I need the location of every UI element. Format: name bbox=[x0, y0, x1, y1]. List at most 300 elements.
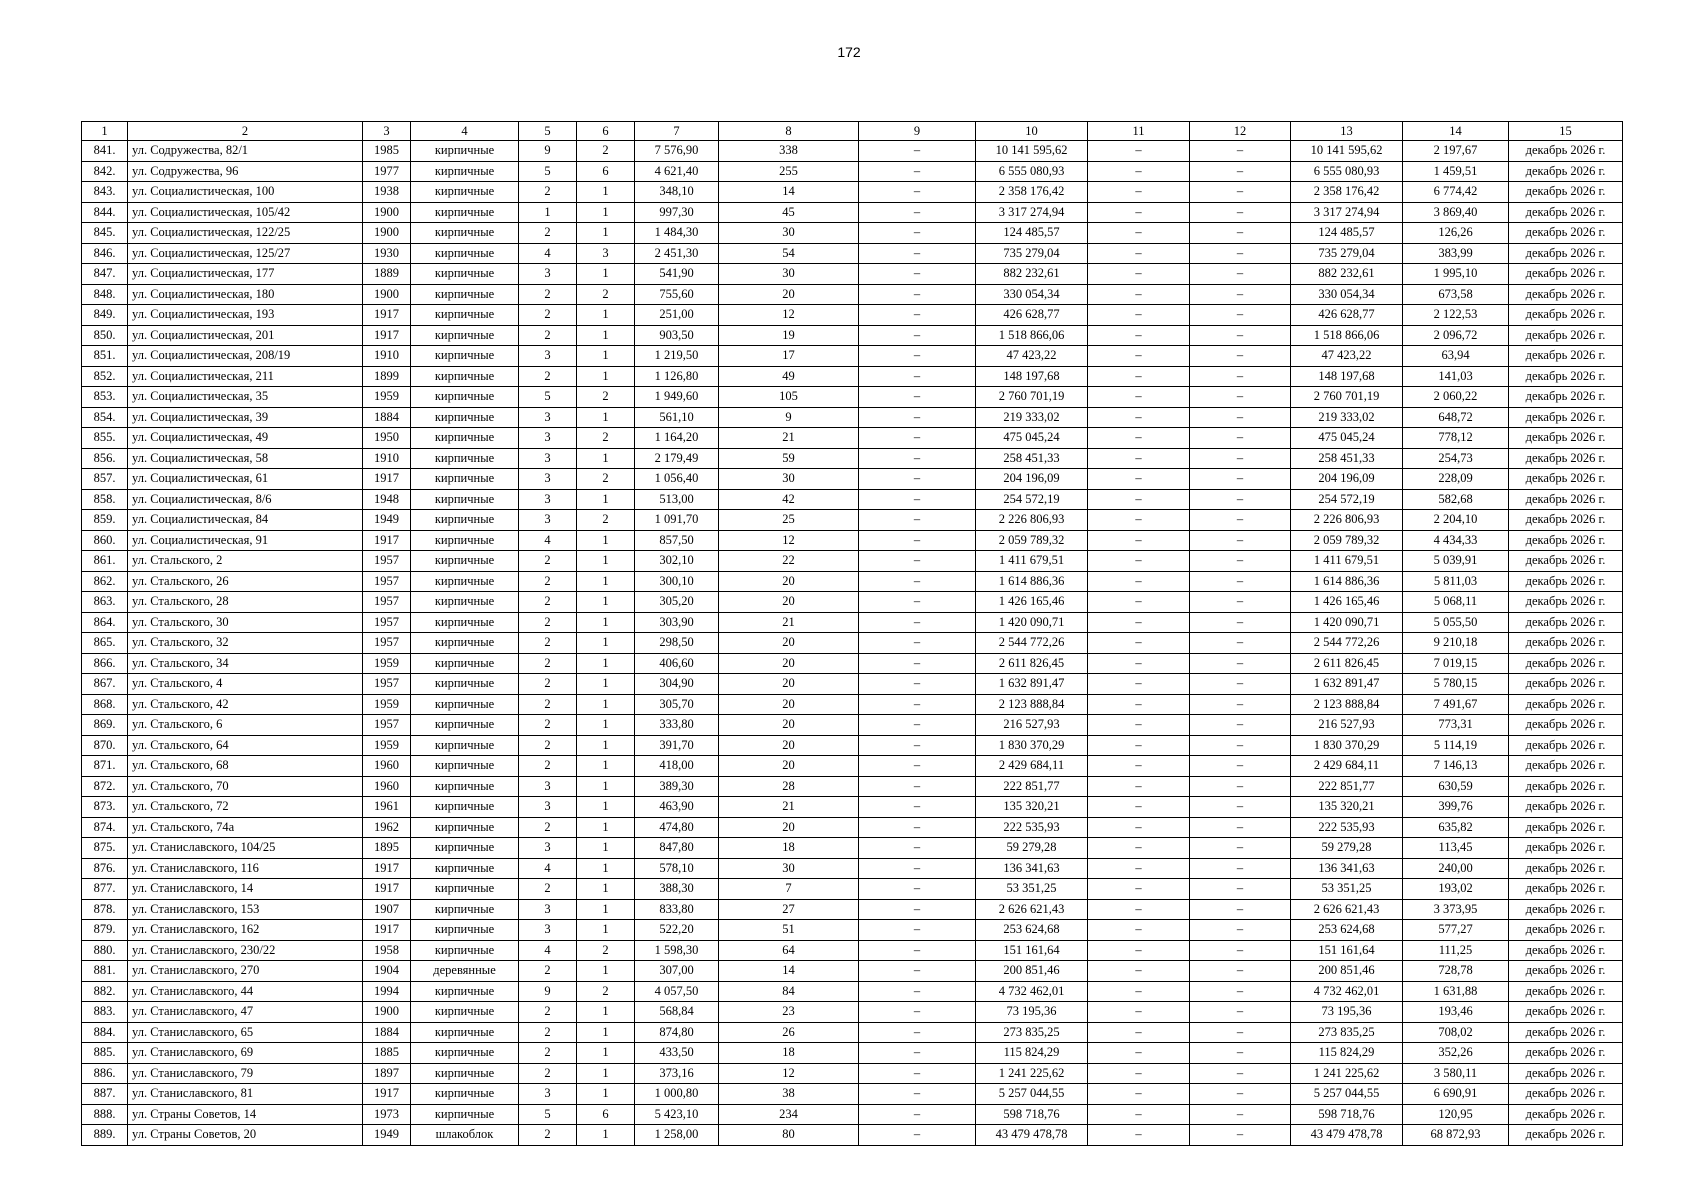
cell-cost-13: 73 195,36 bbox=[1291, 1002, 1403, 1023]
cell-row-number: 854. bbox=[82, 407, 128, 428]
cell-build-year: 1958 bbox=[363, 940, 411, 961]
cell-floors: 3 bbox=[519, 264, 577, 285]
cell-total-cost: 2 358 176,42 bbox=[976, 182, 1088, 203]
cell-row-number: 841. bbox=[82, 141, 128, 162]
cell-deadline: декабрь 2026 г. bbox=[1509, 428, 1623, 449]
cell-residents: 59 bbox=[719, 448, 859, 469]
cell-deadline: декабрь 2026 г. bbox=[1509, 940, 1623, 961]
table-row bbox=[82, 981, 1623, 1002]
cell-address: ул. Страны Советов, 14 bbox=[128, 1104, 363, 1125]
cell-entrances: 1 bbox=[577, 592, 635, 613]
cell-wall-material: кирпичные bbox=[411, 776, 519, 797]
cell-deadline: декабрь 2026 г. bbox=[1509, 592, 1623, 613]
cell-floors: 9 bbox=[519, 981, 577, 1002]
cell-area: 4 057,50 bbox=[635, 981, 719, 1002]
cell-residents: 22 bbox=[719, 551, 859, 572]
cell-deadline: декабрь 2026 г. bbox=[1509, 838, 1623, 859]
cell-residents: 9 bbox=[719, 407, 859, 428]
table-row bbox=[82, 346, 1623, 367]
cell-build-year: 1957 bbox=[363, 633, 411, 654]
cell-entrances: 3 bbox=[577, 243, 635, 264]
cell-col-12: – bbox=[1190, 1002, 1291, 1023]
cell-deadline: декабрь 2026 г. bbox=[1509, 694, 1623, 715]
cell-col-12: – bbox=[1190, 1125, 1291, 1146]
cell-floors: 2 bbox=[519, 223, 577, 244]
cell-cost-13: 273 835,25 bbox=[1291, 1022, 1403, 1043]
cell-col-11: – bbox=[1088, 571, 1190, 592]
cell-total-cost: 2 544 772,26 bbox=[976, 633, 1088, 654]
cell-col-11: – bbox=[1088, 141, 1190, 162]
column-header-9: 9 bbox=[859, 122, 976, 141]
cell-area: 304,90 bbox=[635, 674, 719, 695]
cell-entrances: 1 bbox=[577, 653, 635, 674]
cell-row-number: 885. bbox=[82, 1043, 128, 1064]
cell-build-year: 1917 bbox=[363, 325, 411, 346]
cell-cost-per-unit: 6 774,42 bbox=[1403, 182, 1509, 203]
cell-total-cost: 273 835,25 bbox=[976, 1022, 1088, 1043]
cell-build-year: 1961 bbox=[363, 797, 411, 818]
cell-entrances: 1 bbox=[577, 1022, 635, 1043]
cell-floors: 4 bbox=[519, 858, 577, 879]
cell-area: 433,50 bbox=[635, 1043, 719, 1064]
cell-col-11: – bbox=[1088, 428, 1190, 449]
cell-address: ул. Станиславского, 116 bbox=[128, 858, 363, 879]
cell-address: ул. Социалистическая, 58 bbox=[128, 448, 363, 469]
cell-col-12: – bbox=[1190, 612, 1291, 633]
cell-wall-material: кирпичные bbox=[411, 940, 519, 961]
cell-floors: 2 bbox=[519, 551, 577, 572]
cell-total-cost: 115 824,29 bbox=[976, 1043, 1088, 1064]
cell-cost-13: 258 451,33 bbox=[1291, 448, 1403, 469]
cell-residents: 12 bbox=[719, 530, 859, 551]
cell-address: ул. Станиславского, 44 bbox=[128, 981, 363, 1002]
cell-floors: 3 bbox=[519, 489, 577, 510]
cell-total-cost: 2 059 789,32 bbox=[976, 530, 1088, 551]
cell-col-11: – bbox=[1088, 1043, 1190, 1064]
cell-address: ул. Стальского, 2 bbox=[128, 551, 363, 572]
cell-cost-13: 222 535,93 bbox=[1291, 817, 1403, 838]
table-row bbox=[82, 161, 1623, 182]
cell-wall-material: кирпичные bbox=[411, 920, 519, 941]
cell-entrances: 2 bbox=[577, 981, 635, 1002]
cell-col-12: – bbox=[1190, 858, 1291, 879]
cell-area: 833,80 bbox=[635, 899, 719, 920]
cell-address: ул. Социалистическая, 177 bbox=[128, 264, 363, 285]
cell-wall-material: кирпичные bbox=[411, 325, 519, 346]
cell-cost-per-unit: 254,73 bbox=[1403, 448, 1509, 469]
cell-address: ул. Стальского, 4 bbox=[128, 674, 363, 695]
cell-col-12: – bbox=[1190, 469, 1291, 490]
cell-total-cost: 222 851,77 bbox=[976, 776, 1088, 797]
cell-area: 305,20 bbox=[635, 592, 719, 613]
cell-entrances: 1 bbox=[577, 551, 635, 572]
cell-col-11: – bbox=[1088, 489, 1190, 510]
cell-build-year: 1917 bbox=[363, 879, 411, 900]
cell-col-12: – bbox=[1190, 981, 1291, 1002]
cell-row-number: 875. bbox=[82, 838, 128, 859]
cell-row-number: 844. bbox=[82, 202, 128, 223]
cell-row-number: 864. bbox=[82, 612, 128, 633]
column-header-12: 12 bbox=[1190, 122, 1291, 141]
cell-entrances: 1 bbox=[577, 1063, 635, 1084]
cell-address: ул. Стальского, 30 bbox=[128, 612, 363, 633]
cell-build-year: 1950 bbox=[363, 428, 411, 449]
cell-build-year: 1884 bbox=[363, 1022, 411, 1043]
cell-total-cost: 124 485,57 bbox=[976, 223, 1088, 244]
table-row bbox=[82, 756, 1623, 777]
cell-floors: 3 bbox=[519, 838, 577, 859]
cell-col-9: – bbox=[859, 489, 976, 510]
cell-floors: 2 bbox=[519, 961, 577, 982]
cell-wall-material: кирпичные bbox=[411, 223, 519, 244]
cell-col-12: – bbox=[1190, 530, 1291, 551]
cell-wall-material: кирпичные bbox=[411, 407, 519, 428]
cell-cost-13: 6 555 080,93 bbox=[1291, 161, 1403, 182]
cell-wall-material: кирпичные bbox=[411, 838, 519, 859]
cell-cost-per-unit: 778,12 bbox=[1403, 428, 1509, 449]
cell-cost-13: 59 279,28 bbox=[1291, 838, 1403, 859]
cell-cost-per-unit: 193,02 bbox=[1403, 879, 1509, 900]
cell-col-9: – bbox=[859, 469, 976, 490]
cell-cost-per-unit: 3 580,11 bbox=[1403, 1063, 1509, 1084]
cell-area: 1 091,70 bbox=[635, 510, 719, 531]
cell-address: ул. Стальского, 74а bbox=[128, 817, 363, 838]
cell-col-11: – bbox=[1088, 202, 1190, 223]
cell-build-year: 1994 bbox=[363, 981, 411, 1002]
cell-residents: 7 bbox=[719, 879, 859, 900]
column-header-11: 11 bbox=[1088, 122, 1190, 141]
cell-entrances: 2 bbox=[577, 284, 635, 305]
cell-deadline: декабрь 2026 г. bbox=[1509, 961, 1623, 982]
cell-col-11: – bbox=[1088, 264, 1190, 285]
table-row bbox=[82, 715, 1623, 736]
cell-floors: 3 bbox=[519, 346, 577, 367]
cell-cost-per-unit: 120,95 bbox=[1403, 1104, 1509, 1125]
cell-address: ул. Стальского, 42 bbox=[128, 694, 363, 715]
cell-cost-13: 330 054,34 bbox=[1291, 284, 1403, 305]
cell-floors: 2 bbox=[519, 366, 577, 387]
cell-cost-per-unit: 728,78 bbox=[1403, 961, 1509, 982]
cell-entrances: 6 bbox=[577, 1104, 635, 1125]
cell-area: 1 484,30 bbox=[635, 223, 719, 244]
cell-residents: 26 bbox=[719, 1022, 859, 1043]
cell-row-number: 842. bbox=[82, 161, 128, 182]
cell-total-cost: 1 426 165,46 bbox=[976, 592, 1088, 613]
table-row bbox=[82, 1063, 1623, 1084]
table-row bbox=[82, 366, 1623, 387]
cell-total-cost: 254 572,19 bbox=[976, 489, 1088, 510]
cell-deadline: декабрь 2026 г. bbox=[1509, 223, 1623, 244]
cell-col-11: – bbox=[1088, 1125, 1190, 1146]
cell-cost-13: 735 279,04 bbox=[1291, 243, 1403, 264]
cell-cost-13: 1 614 886,36 bbox=[1291, 571, 1403, 592]
cell-area: 1 598,30 bbox=[635, 940, 719, 961]
cell-deadline: декабрь 2026 г. bbox=[1509, 489, 1623, 510]
cell-row-number: 843. bbox=[82, 182, 128, 203]
cell-cost-per-unit: 577,27 bbox=[1403, 920, 1509, 941]
cell-total-cost: 2 226 806,93 bbox=[976, 510, 1088, 531]
cell-residents: 30 bbox=[719, 858, 859, 879]
cell-row-number: 855. bbox=[82, 428, 128, 449]
cell-residents: 38 bbox=[719, 1084, 859, 1105]
cell-residents: 45 bbox=[719, 202, 859, 223]
cell-residents: 80 bbox=[719, 1125, 859, 1146]
cell-wall-material: кирпичные bbox=[411, 510, 519, 531]
cell-row-number: 863. bbox=[82, 592, 128, 613]
cell-address: ул. Стальского, 68 bbox=[128, 756, 363, 777]
cell-wall-material: кирпичные bbox=[411, 530, 519, 551]
cell-residents: 49 bbox=[719, 366, 859, 387]
cell-residents: 28 bbox=[719, 776, 859, 797]
cell-area: 463,90 bbox=[635, 797, 719, 818]
cell-col-12: – bbox=[1190, 366, 1291, 387]
cell-address: ул. Социалистическая, 8/6 bbox=[128, 489, 363, 510]
cell-deadline: декабрь 2026 г. bbox=[1509, 141, 1623, 162]
cell-cost-13: 2 123 888,84 bbox=[1291, 694, 1403, 715]
cell-cost-13: 219 333,02 bbox=[1291, 407, 1403, 428]
cell-cost-13: 598 718,76 bbox=[1291, 1104, 1403, 1125]
cell-cost-13: 200 851,46 bbox=[1291, 961, 1403, 982]
cell-cost-13: 10 141 595,62 bbox=[1291, 141, 1403, 162]
cell-col-12: – bbox=[1190, 325, 1291, 346]
cell-residents: 20 bbox=[719, 674, 859, 695]
cell-wall-material: кирпичные bbox=[411, 1002, 519, 1023]
cell-deadline: декабрь 2026 г. bbox=[1509, 1125, 1623, 1146]
cell-deadline: декабрь 2026 г. bbox=[1509, 366, 1623, 387]
cell-col-9: – bbox=[859, 1104, 976, 1125]
cell-entrances: 1 bbox=[577, 899, 635, 920]
cell-col-11: – bbox=[1088, 510, 1190, 531]
cell-total-cost: 1 614 886,36 bbox=[976, 571, 1088, 592]
cell-total-cost: 216 527,93 bbox=[976, 715, 1088, 736]
cell-entrances: 1 bbox=[577, 633, 635, 654]
cell-residents: 20 bbox=[719, 756, 859, 777]
cell-col-9: – bbox=[859, 182, 976, 203]
cell-area: 251,00 bbox=[635, 305, 719, 326]
cell-deadline: декабрь 2026 г. bbox=[1509, 797, 1623, 818]
cell-entrances: 1 bbox=[577, 305, 635, 326]
cell-cost-per-unit: 673,58 bbox=[1403, 284, 1509, 305]
cell-cost-per-unit: 383,99 bbox=[1403, 243, 1509, 264]
cell-build-year: 1917 bbox=[363, 920, 411, 941]
cell-area: 1 949,60 bbox=[635, 387, 719, 408]
cell-cost-per-unit: 193,46 bbox=[1403, 1002, 1509, 1023]
column-header-2: 2 bbox=[128, 122, 363, 141]
cell-residents: 20 bbox=[719, 592, 859, 613]
cell-floors: 3 bbox=[519, 407, 577, 428]
cell-row-number: 853. bbox=[82, 387, 128, 408]
cell-cost-13: 216 527,93 bbox=[1291, 715, 1403, 736]
cell-wall-material: кирпичные bbox=[411, 551, 519, 572]
cell-wall-material: кирпичные bbox=[411, 202, 519, 223]
cell-residents: 20 bbox=[719, 735, 859, 756]
cell-residents: 30 bbox=[719, 223, 859, 244]
cell-address: ул. Социалистическая, 208/19 bbox=[128, 346, 363, 367]
cell-total-cost: 222 535,93 bbox=[976, 817, 1088, 838]
cell-cost-13: 222 851,77 bbox=[1291, 776, 1403, 797]
cell-area: 1 126,80 bbox=[635, 366, 719, 387]
cell-wall-material: кирпичные bbox=[411, 1104, 519, 1125]
cell-col-9: – bbox=[859, 223, 976, 244]
cell-col-12: – bbox=[1190, 141, 1291, 162]
cell-address: ул. Станиславского, 79 bbox=[128, 1063, 363, 1084]
cell-residents: 338 bbox=[719, 141, 859, 162]
cell-cost-per-unit: 3 869,40 bbox=[1403, 202, 1509, 223]
cell-deadline: декабрь 2026 г. bbox=[1509, 510, 1623, 531]
cell-cost-13: 2 226 806,93 bbox=[1291, 510, 1403, 531]
cell-col-12: – bbox=[1190, 223, 1291, 244]
cell-wall-material: деревянные bbox=[411, 961, 519, 982]
cell-entrances: 1 bbox=[577, 920, 635, 941]
cell-address: ул. Стальского, 32 bbox=[128, 633, 363, 654]
cell-cost-13: 5 257 044,55 bbox=[1291, 1084, 1403, 1105]
cell-wall-material: кирпичные bbox=[411, 264, 519, 285]
cell-floors: 2 bbox=[519, 674, 577, 695]
cell-total-cost: 148 197,68 bbox=[976, 366, 1088, 387]
cell-col-9: – bbox=[859, 387, 976, 408]
cell-floors: 2 bbox=[519, 182, 577, 203]
cell-wall-material: кирпичные bbox=[411, 489, 519, 510]
cell-col-9: – bbox=[859, 161, 976, 182]
cell-col-11: – bbox=[1088, 1022, 1190, 1043]
cell-col-12: – bbox=[1190, 756, 1291, 777]
cell-deadline: декабрь 2026 г. bbox=[1509, 879, 1623, 900]
cell-col-11: – bbox=[1088, 284, 1190, 305]
cell-total-cost: 735 279,04 bbox=[976, 243, 1088, 264]
table-row bbox=[82, 858, 1623, 879]
table-row bbox=[82, 571, 1623, 592]
cell-row-number: 849. bbox=[82, 305, 128, 326]
cell-total-cost: 2 760 701,19 bbox=[976, 387, 1088, 408]
cell-cost-per-unit: 648,72 bbox=[1403, 407, 1509, 428]
cell-cost-per-unit: 5 780,15 bbox=[1403, 674, 1509, 695]
cell-cost-per-unit: 630,59 bbox=[1403, 776, 1509, 797]
cell-col-11: – bbox=[1088, 653, 1190, 674]
cell-col-12: – bbox=[1190, 1022, 1291, 1043]
cell-col-12: – bbox=[1190, 674, 1291, 695]
cell-col-9: – bbox=[859, 366, 976, 387]
cell-residents: 20 bbox=[719, 817, 859, 838]
cell-address: ул. Содружества, 82/1 bbox=[128, 141, 363, 162]
cell-entrances: 1 bbox=[577, 735, 635, 756]
cell-floors: 4 bbox=[519, 940, 577, 961]
cell-col-11: – bbox=[1088, 899, 1190, 920]
cell-build-year: 1959 bbox=[363, 387, 411, 408]
cell-cost-per-unit: 5 055,50 bbox=[1403, 612, 1509, 633]
cell-col-11: – bbox=[1088, 838, 1190, 859]
cell-cost-per-unit: 582,68 bbox=[1403, 489, 1509, 510]
cell-col-11: – bbox=[1088, 1084, 1190, 1105]
cell-total-cost: 2 611 826,45 bbox=[976, 653, 1088, 674]
cell-area: 348,10 bbox=[635, 182, 719, 203]
table-row bbox=[82, 735, 1623, 756]
cell-entrances: 1 bbox=[577, 1084, 635, 1105]
cell-residents: 20 bbox=[719, 694, 859, 715]
cell-build-year: 1960 bbox=[363, 756, 411, 777]
cell-area: 755,60 bbox=[635, 284, 719, 305]
cell-deadline: декабрь 2026 г. bbox=[1509, 817, 1623, 838]
cell-deadline: декабрь 2026 г. bbox=[1509, 448, 1623, 469]
table-row bbox=[82, 940, 1623, 961]
cell-col-9: – bbox=[859, 961, 976, 982]
cell-row-number: 877. bbox=[82, 879, 128, 900]
cell-cost-per-unit: 141,03 bbox=[1403, 366, 1509, 387]
cell-col-11: – bbox=[1088, 243, 1190, 264]
column-header-1: 1 bbox=[82, 122, 128, 141]
cell-area: 903,50 bbox=[635, 325, 719, 346]
header-row bbox=[82, 122, 1623, 141]
cell-floors: 2 bbox=[519, 1125, 577, 1146]
cell-entrances: 6 bbox=[577, 161, 635, 182]
cell-row-number: 882. bbox=[82, 981, 128, 1002]
cell-residents: 21 bbox=[719, 612, 859, 633]
cell-cost-13: 148 197,68 bbox=[1291, 366, 1403, 387]
cell-col-11: – bbox=[1088, 612, 1190, 633]
cell-address: ул. Станиславского, 162 bbox=[128, 920, 363, 941]
cell-col-11: – bbox=[1088, 961, 1190, 982]
cell-col-12: – bbox=[1190, 243, 1291, 264]
cell-floors: 3 bbox=[519, 776, 577, 797]
cell-entrances: 1 bbox=[577, 366, 635, 387]
cell-col-11: – bbox=[1088, 1063, 1190, 1084]
cell-deadline: декабрь 2026 г. bbox=[1509, 1104, 1623, 1125]
cell-deadline: декабрь 2026 г. bbox=[1509, 776, 1623, 797]
cell-address: ул. Социалистическая, 180 bbox=[128, 284, 363, 305]
cell-total-cost: 53 351,25 bbox=[976, 879, 1088, 900]
cell-floors: 3 bbox=[519, 448, 577, 469]
cell-wall-material: кирпичные bbox=[411, 797, 519, 818]
cell-entrances: 1 bbox=[577, 182, 635, 203]
cell-col-12: – bbox=[1190, 428, 1291, 449]
cell-address: ул. Станиславского, 230/22 bbox=[128, 940, 363, 961]
cell-col-9: – bbox=[859, 243, 976, 264]
cell-total-cost: 59 279,28 bbox=[976, 838, 1088, 859]
cell-col-9: – bbox=[859, 510, 976, 531]
cell-row-number: 866. bbox=[82, 653, 128, 674]
cell-floors: 2 bbox=[519, 879, 577, 900]
cell-col-12: – bbox=[1190, 407, 1291, 428]
cell-build-year: 1957 bbox=[363, 571, 411, 592]
cell-wall-material: кирпичные bbox=[411, 633, 519, 654]
table-row bbox=[82, 899, 1623, 920]
cell-total-cost: 253 624,68 bbox=[976, 920, 1088, 941]
cell-col-12: – bbox=[1190, 592, 1291, 613]
cell-col-12: – bbox=[1190, 161, 1291, 182]
table-row bbox=[82, 182, 1623, 203]
cell-address: ул. Станиславского, 47 bbox=[128, 1002, 363, 1023]
cell-col-12: – bbox=[1190, 264, 1291, 285]
cell-build-year: 1900 bbox=[363, 202, 411, 223]
cell-floors: 5 bbox=[519, 161, 577, 182]
cell-col-11: – bbox=[1088, 674, 1190, 695]
cell-wall-material: кирпичные bbox=[411, 243, 519, 264]
cell-total-cost: 1 411 679,51 bbox=[976, 551, 1088, 572]
cell-floors: 2 bbox=[519, 817, 577, 838]
cell-floors: 1 bbox=[519, 202, 577, 223]
cell-col-11: – bbox=[1088, 305, 1190, 326]
cell-col-12: – bbox=[1190, 571, 1291, 592]
cell-col-9: – bbox=[859, 1022, 976, 1043]
cell-area: 302,10 bbox=[635, 551, 719, 572]
cell-floors: 2 bbox=[519, 1063, 577, 1084]
cell-row-number: 852. bbox=[82, 366, 128, 387]
cell-area: 1 164,20 bbox=[635, 428, 719, 449]
cell-build-year: 1949 bbox=[363, 1125, 411, 1146]
cell-col-11: – bbox=[1088, 592, 1190, 613]
cell-col-9: – bbox=[859, 653, 976, 674]
cell-row-number: 848. bbox=[82, 284, 128, 305]
cell-deadline: декабрь 2026 г. bbox=[1509, 1063, 1623, 1084]
